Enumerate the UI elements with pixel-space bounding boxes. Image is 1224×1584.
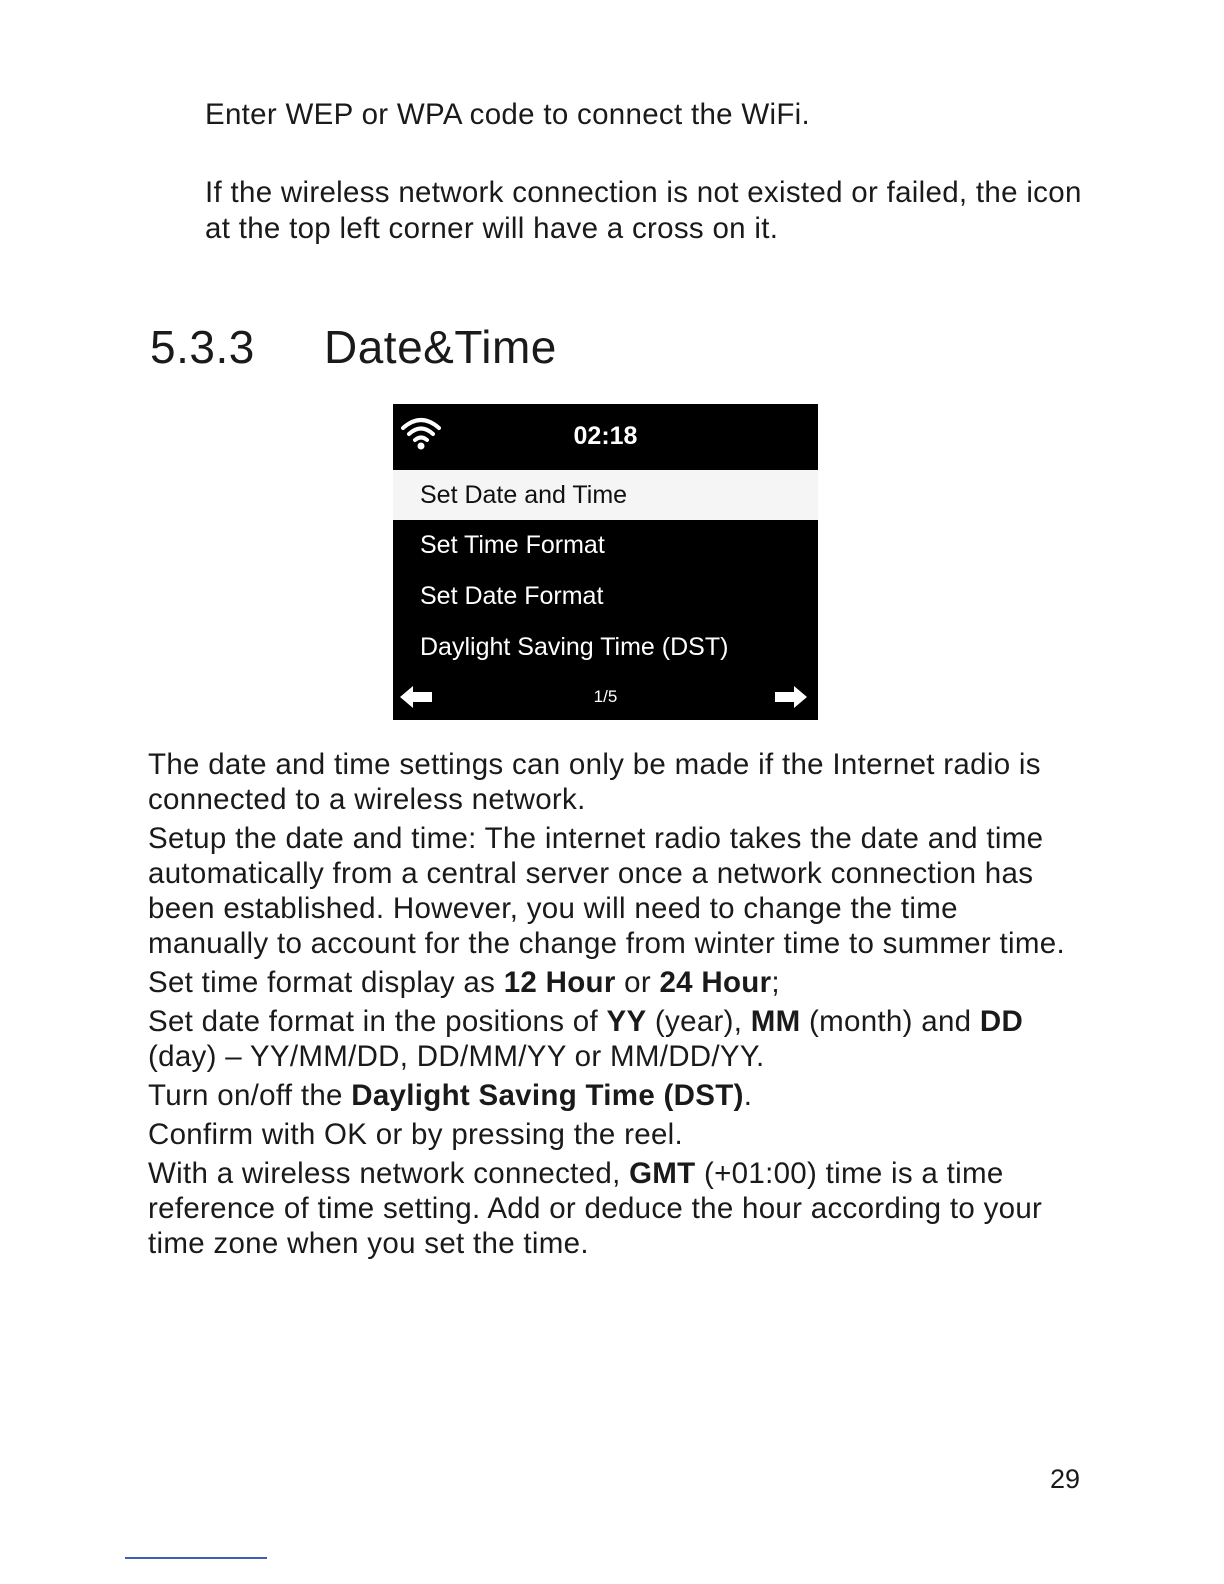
section-heading bbox=[150, 318, 557, 376]
paragraph-time-format: Set time format display as 12 Hour or 24 Hour; bbox=[148, 966, 780, 999]
intro-connection-failed: If the wireless network connection is not existed or failed, the icon at the top left corner will have a cross on it. bbox=[205, 176, 1082, 245]
section-number: 5.3.3 bbox=[150, 321, 255, 373]
bold-24-hour: 24 Hour bbox=[659, 966, 772, 999]
bold-dd: DD bbox=[979, 1005, 1024, 1038]
bold-mm: MM bbox=[750, 1005, 801, 1038]
footnote-divider bbox=[125, 1557, 267, 1559]
paragraph-setup-date-time: Setup the date and time: The internet radio takes the date and time automatically from a central server once a network connection has been established. However, you will need to change the time manually to account for the change from winter time to summer time. bbox=[148, 822, 1065, 960]
clock: 02:18 bbox=[573, 422, 638, 450]
page-number: 29 bbox=[1050, 1464, 1081, 1494]
paragraph-internet-required: The date and time settings can only be made if the Internet radio is connected to a wireless network. bbox=[148, 748, 1041, 816]
bold-12-hour: 12 Hour bbox=[503, 966, 616, 999]
menu-item-daylight-saving-time[interactable]: Daylight Saving Time (DST) bbox=[420, 633, 729, 661]
date-time-menu bbox=[393, 470, 818, 673]
bold-gmt: GMT bbox=[629, 1157, 696, 1190]
paragraph-dst: Turn on/off the Daylight Saving Time (DST). bbox=[148, 1079, 753, 1112]
screen-footer bbox=[393, 680, 818, 716]
status-bar bbox=[393, 404, 818, 468]
page-indicator: 1/5 bbox=[593, 687, 618, 706]
paragraph-gmt: With a wireless network connected, GMT (+01:00) time is a time reference of time setting. Add or deduce the hour according to your time zone when you set the time. bbox=[148, 1157, 1043, 1260]
section-title: Date&Time bbox=[324, 321, 557, 373]
bold-yy: YY bbox=[606, 1005, 647, 1038]
paragraph-confirm: Confirm with OK or by pressing the reel. bbox=[148, 1118, 684, 1151]
bold-dst: Daylight Saving Time (DST) bbox=[351, 1079, 744, 1112]
paragraph-date-format: Set date format in the positions of YY (year), MM (month) and DD (day) – YY/MM/DD, DD/MM/YY or MM/DD/YY. bbox=[148, 1005, 1024, 1073]
body-text bbox=[148, 747, 1083, 1265]
device-screen bbox=[393, 404, 818, 720]
menu-item-set-time-format[interactable]: Set Time Format bbox=[420, 531, 605, 559]
intro-wep-wpa: Enter WEP or WPA code to connect the WiFi. bbox=[205, 98, 811, 131]
menu-item-set-date-and-time[interactable]: Set Date and Time bbox=[393, 470, 818, 520]
arrow-right-icon[interactable] bbox=[773, 682, 809, 712]
menu-item-set-date-format[interactable]: Set Date Format bbox=[420, 582, 604, 610]
